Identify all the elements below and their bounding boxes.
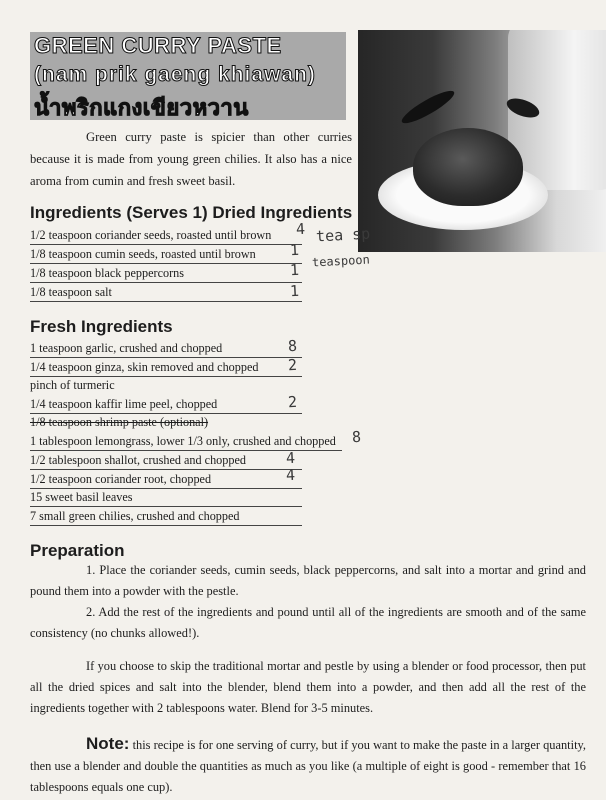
dried-ingredients-heading: Ingredients (Serves 1) Dried Ingredients xyxy=(30,203,353,222)
ingredient-row: 1 tablespoon lemongrass, lower 1/3 only, crushed and chopped xyxy=(30,432,342,451)
handwritten-note: 2 xyxy=(287,392,298,412)
handwritten-note: 1 xyxy=(289,240,300,260)
handwritten-note: 8 xyxy=(351,427,362,447)
handwritten-note: 2 xyxy=(287,355,298,375)
note-paragraph xyxy=(30,733,586,798)
ingredient-row: 1/8 teaspoon salt xyxy=(30,283,302,302)
handwritten-note: 4 xyxy=(295,219,306,239)
ingredient-row-struck: 1/8 teaspoon shrimp paste (optional) xyxy=(30,415,209,429)
ingredient-row: 1/2 teaspoon coriander seeds, roasted until brown xyxy=(30,226,302,245)
ingredient-row: 1/2 teaspoon coriander root, chopped xyxy=(30,470,302,489)
note-label: Note: xyxy=(86,734,130,753)
recipe-thai-name: น้ำพริกแกงเขียวหวาน xyxy=(34,95,249,120)
handwritten-note: 8 xyxy=(287,336,298,356)
curry-paste-photo xyxy=(358,30,606,252)
ingredient-row: 1/8 teaspoon black peppercorns xyxy=(30,264,302,283)
ingredient-row: 15 sweet basil leaves xyxy=(30,488,302,507)
handwritten-note: teaspoon xyxy=(311,252,371,270)
ingredient-row: 1/2 tablespoon shallot, crushed and chopped xyxy=(30,451,302,470)
preparation-heading: Preparation xyxy=(30,541,125,560)
recipe-title: GREEN CURRY PASTE xyxy=(34,33,282,58)
intro-paragraph: Green curry paste is spicier than other curries because it is made from young green chilies. It also has a nice aroma from cumin and fresh sweet basil. xyxy=(30,130,352,188)
handwritten-note: tea sp xyxy=(315,224,371,246)
handwritten-note: 4 xyxy=(285,465,296,485)
ingredient-row: 1/4 teaspoon kaffir lime peel, chopped xyxy=(30,395,302,414)
note-text: this recipe is for one serving of curry, but if you want to make the paste in a larger quantity, then use a blender and double the quantities as much as you like (a multiple of eight is good - remember that 16 tablespoons equals one cup). xyxy=(30,738,586,794)
ingredient-row: pinch of turmeric xyxy=(30,378,115,392)
ingredient-row: 1 teaspoon garlic, crushed and chopped xyxy=(30,339,302,358)
handwritten-note: 4 xyxy=(285,448,296,468)
handwritten-note: 1 xyxy=(289,281,300,301)
preparation-step: 1. Place the coriander seeds, cumin seeds, black peppercorns, and salt into a mortar and grind and pound them into a powder with the pestle. xyxy=(30,563,586,598)
paste-shape xyxy=(413,128,523,206)
preparation-step: 2. Add the rest of the ingredients and pound until all of the ingredients are smooth and of the same consistency (no chunks allowed!). xyxy=(30,605,586,640)
leaf-shape xyxy=(399,86,458,128)
ingredient-row: 1/8 teaspoon cumin seeds, roasted until brown xyxy=(30,245,302,264)
ingredient-row: 1/4 teaspoon ginza, skin removed and chopped xyxy=(30,358,302,377)
ingredient-row: 7 small green chilies, crushed and chopped xyxy=(30,507,302,526)
recipe-subtitle: (nam prik gaeng khiawan) xyxy=(34,63,316,86)
blender-paragraph: If you choose to skip the traditional mortar and pestle by using a blender or food processor, then put all the dried spices and salt into the blender, blend them into a powder, and then add all the rest of the ingredients together with 2 tablespoons water. Blend for 3-5 minutes. xyxy=(30,659,586,715)
fresh-ingredients-heading: Fresh Ingredients xyxy=(30,317,173,336)
handwritten-note: 1 xyxy=(289,260,300,280)
